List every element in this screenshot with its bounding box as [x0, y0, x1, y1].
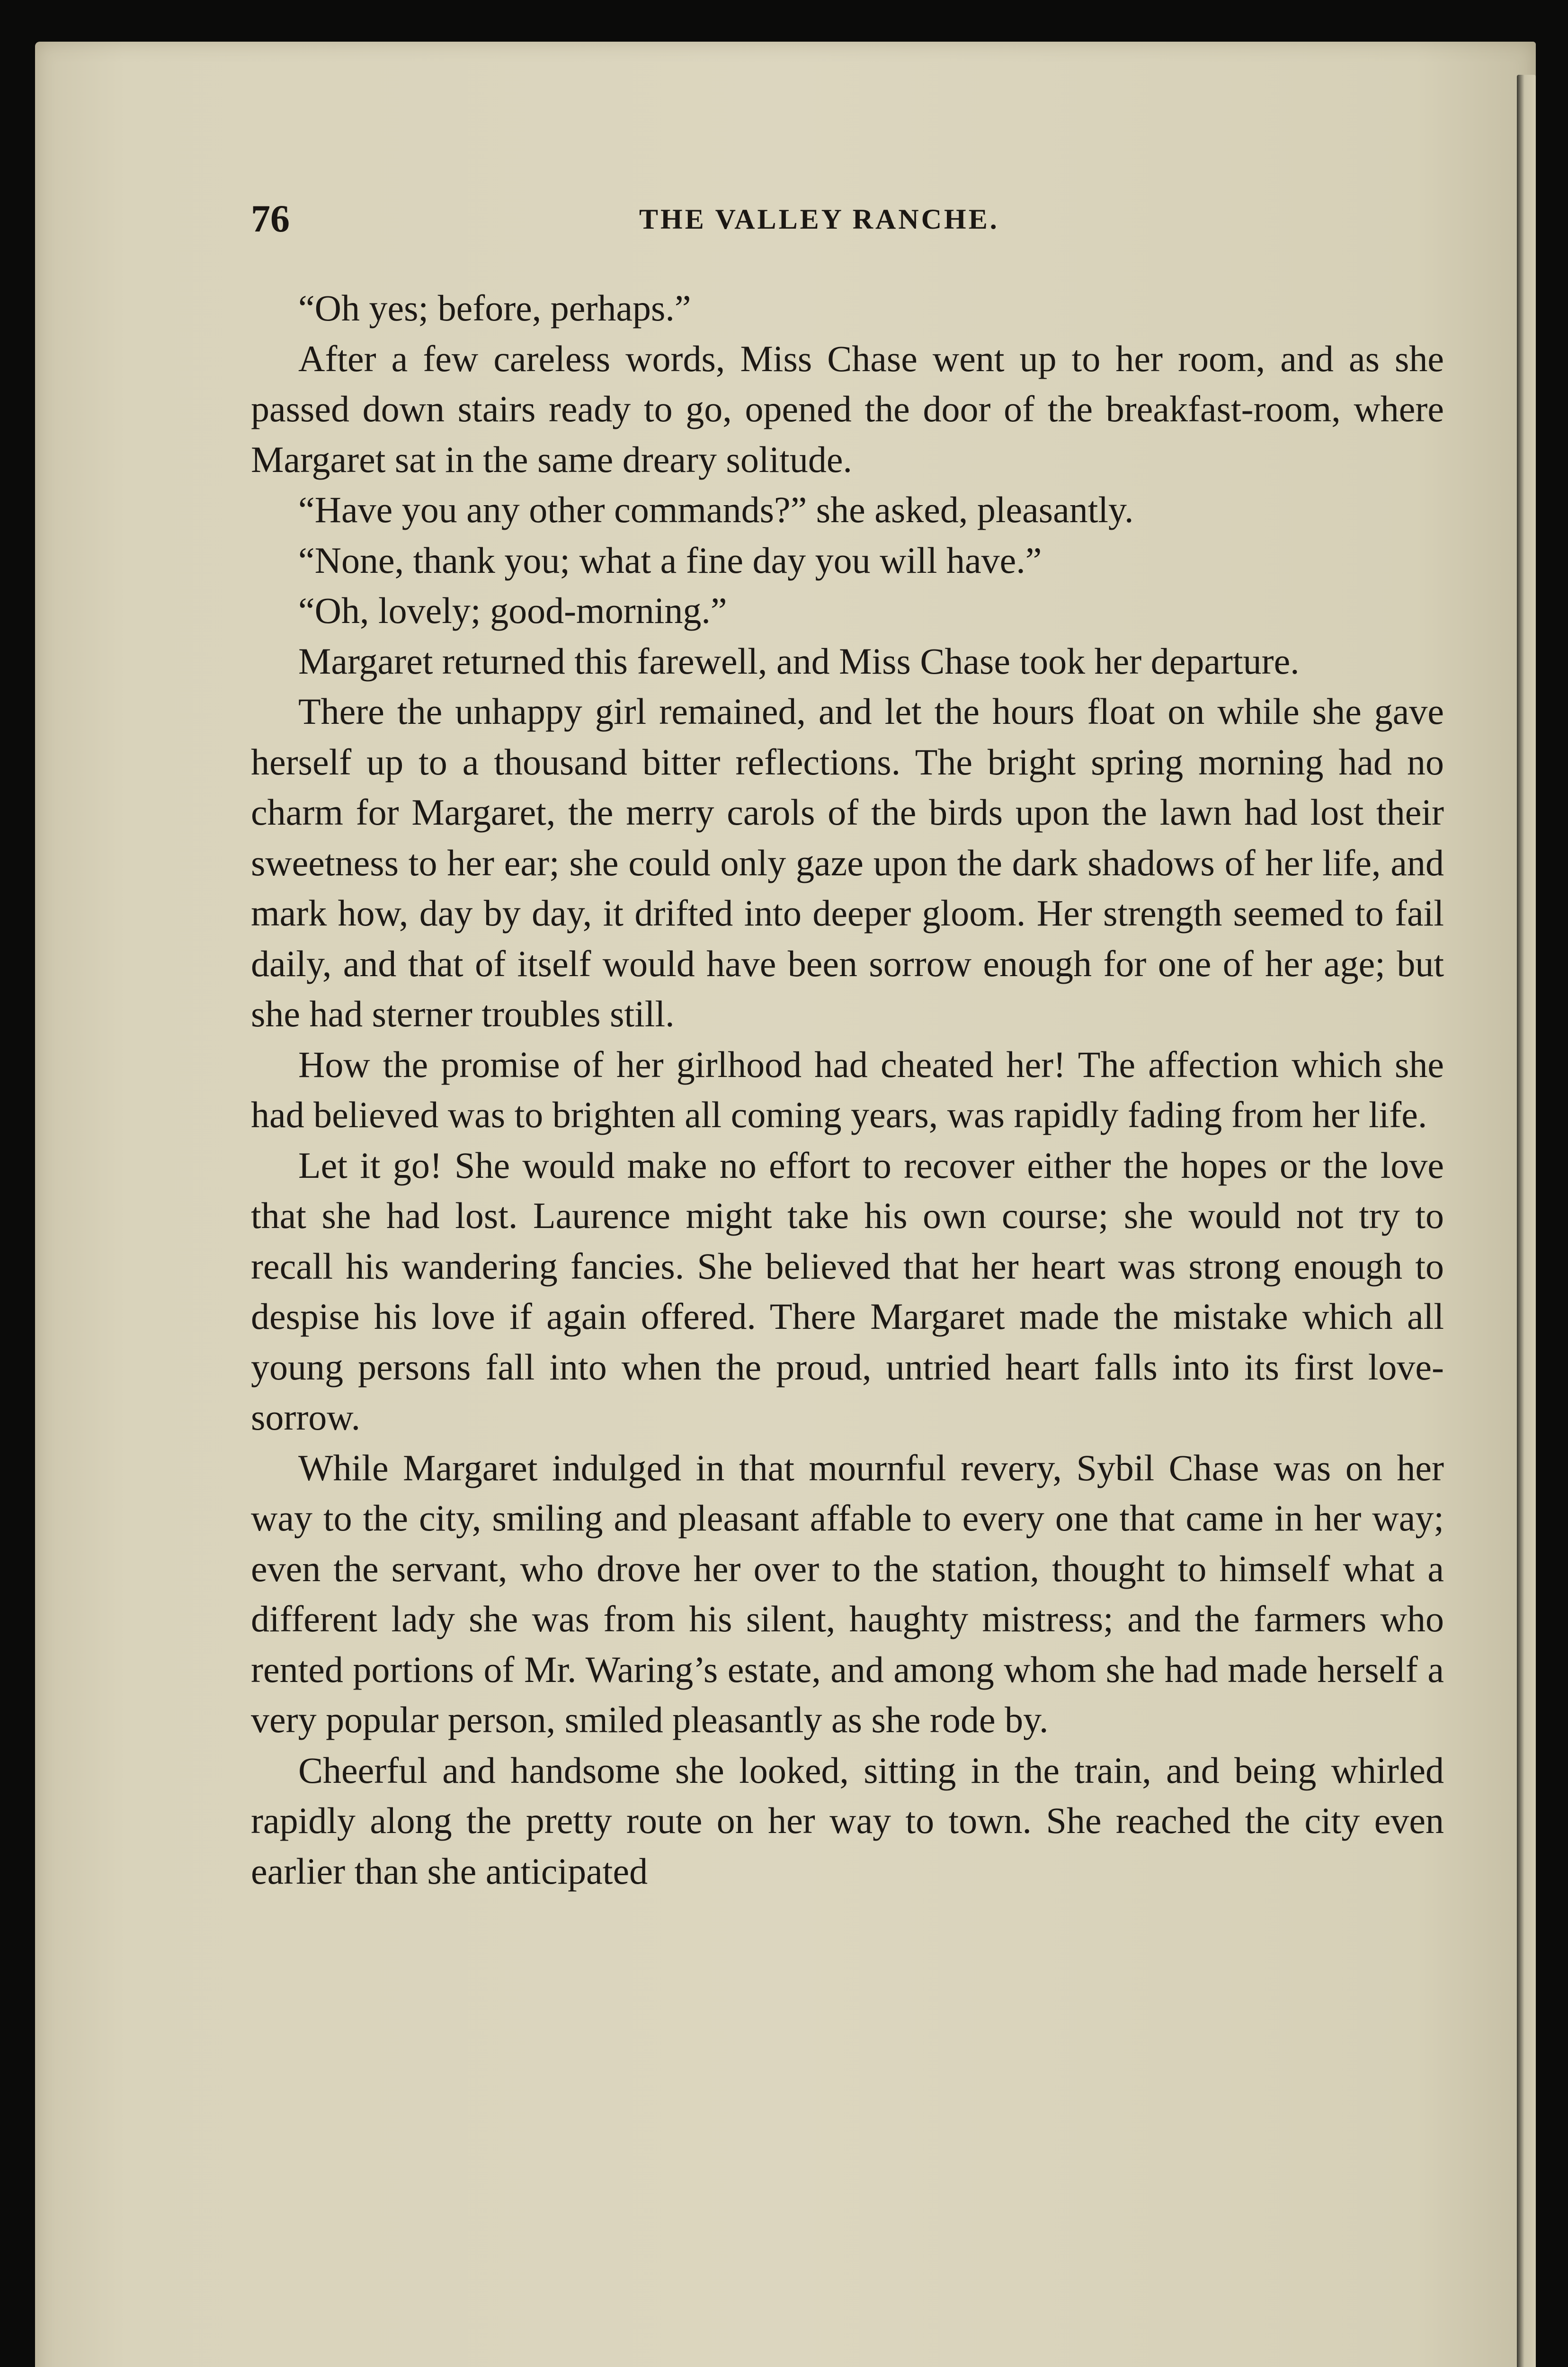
running-head	[251, 196, 1453, 253]
paragraph: “None, thank you; what a fine day you will have.”	[298, 539, 1042, 581]
page-number: 76	[251, 197, 290, 240]
paragraph: While Margaret indulged in that mournful revery, Sybil Chase was on her way to the city, smiling and pleasant affable to every one that came in her way; even the servant, who drove her over to the station, thought to himself what a different lady she was from his silent, haughty mistress; and the farmers who rented portions of Mr. Waring’s estate, and among whom she had made herself a very popular person, smiled pleasantly as she rode by.	[251, 1447, 1444, 1740]
paragraph: There the unhappy girl remained, and let the hours float on while she gave herself up to a thousand bitter reflections. The bright spring morning had no charm for Margaret, the merry carols of the birds upon the lawn had lost their sweetness to her ear; she could only gaze upon the dark shadows of her life, and mark how, day by day, it drifted into deeper gloom. Her strength seemed to fail daily, and that of itself would have been sorrow enough for one of her age; but she had sterner troubles still.	[251, 691, 1444, 1034]
next-page-edge	[1517, 75, 1536, 2367]
paragraph: “Oh, lovely; good-morning.”	[298, 590, 727, 631]
paragraph: Cheerful and handsome she looked, sitting in the train, and being whirled rapidly along the pretty route on her way to town. She reached the city even earlier than she anticipated	[251, 1749, 1444, 1892]
paragraph: After a few careless words, Miss Chase went up to her room, and as she passed down stairs ready to go, opened the door of the breakfast-room, where Margaret sat in the same dreary solitude.	[251, 338, 1444, 480]
body-text	[251, 283, 1444, 1896]
paragraph: “Oh yes; before, perhaps.”	[298, 287, 691, 329]
paragraph: Let it go! She would make no effort to recover either the hopes or the love that she had lost. Laurence might take his own course; she would not try to recall his wandering fancies. She believed that her heart was strong enough to despise his love if again offered. There Margaret made the mistake which all young persons fall into when the proud, untried heart falls into its first love-sorrow.	[251, 1144, 1444, 1438]
paragraph: How the promise of her girlhood had cheated her! The affection which she had believed was to brighten all coming years, was rapidly fading from her life.	[251, 1043, 1444, 1135]
running-title: THE VALLEY RANCHE.	[639, 204, 999, 235]
paragraph: “Have you any other commands?” she asked, pleasantly.	[298, 489, 1134, 530]
paragraph: Margaret returned this farewell, and Miss Chase took her departure.	[298, 640, 1300, 682]
